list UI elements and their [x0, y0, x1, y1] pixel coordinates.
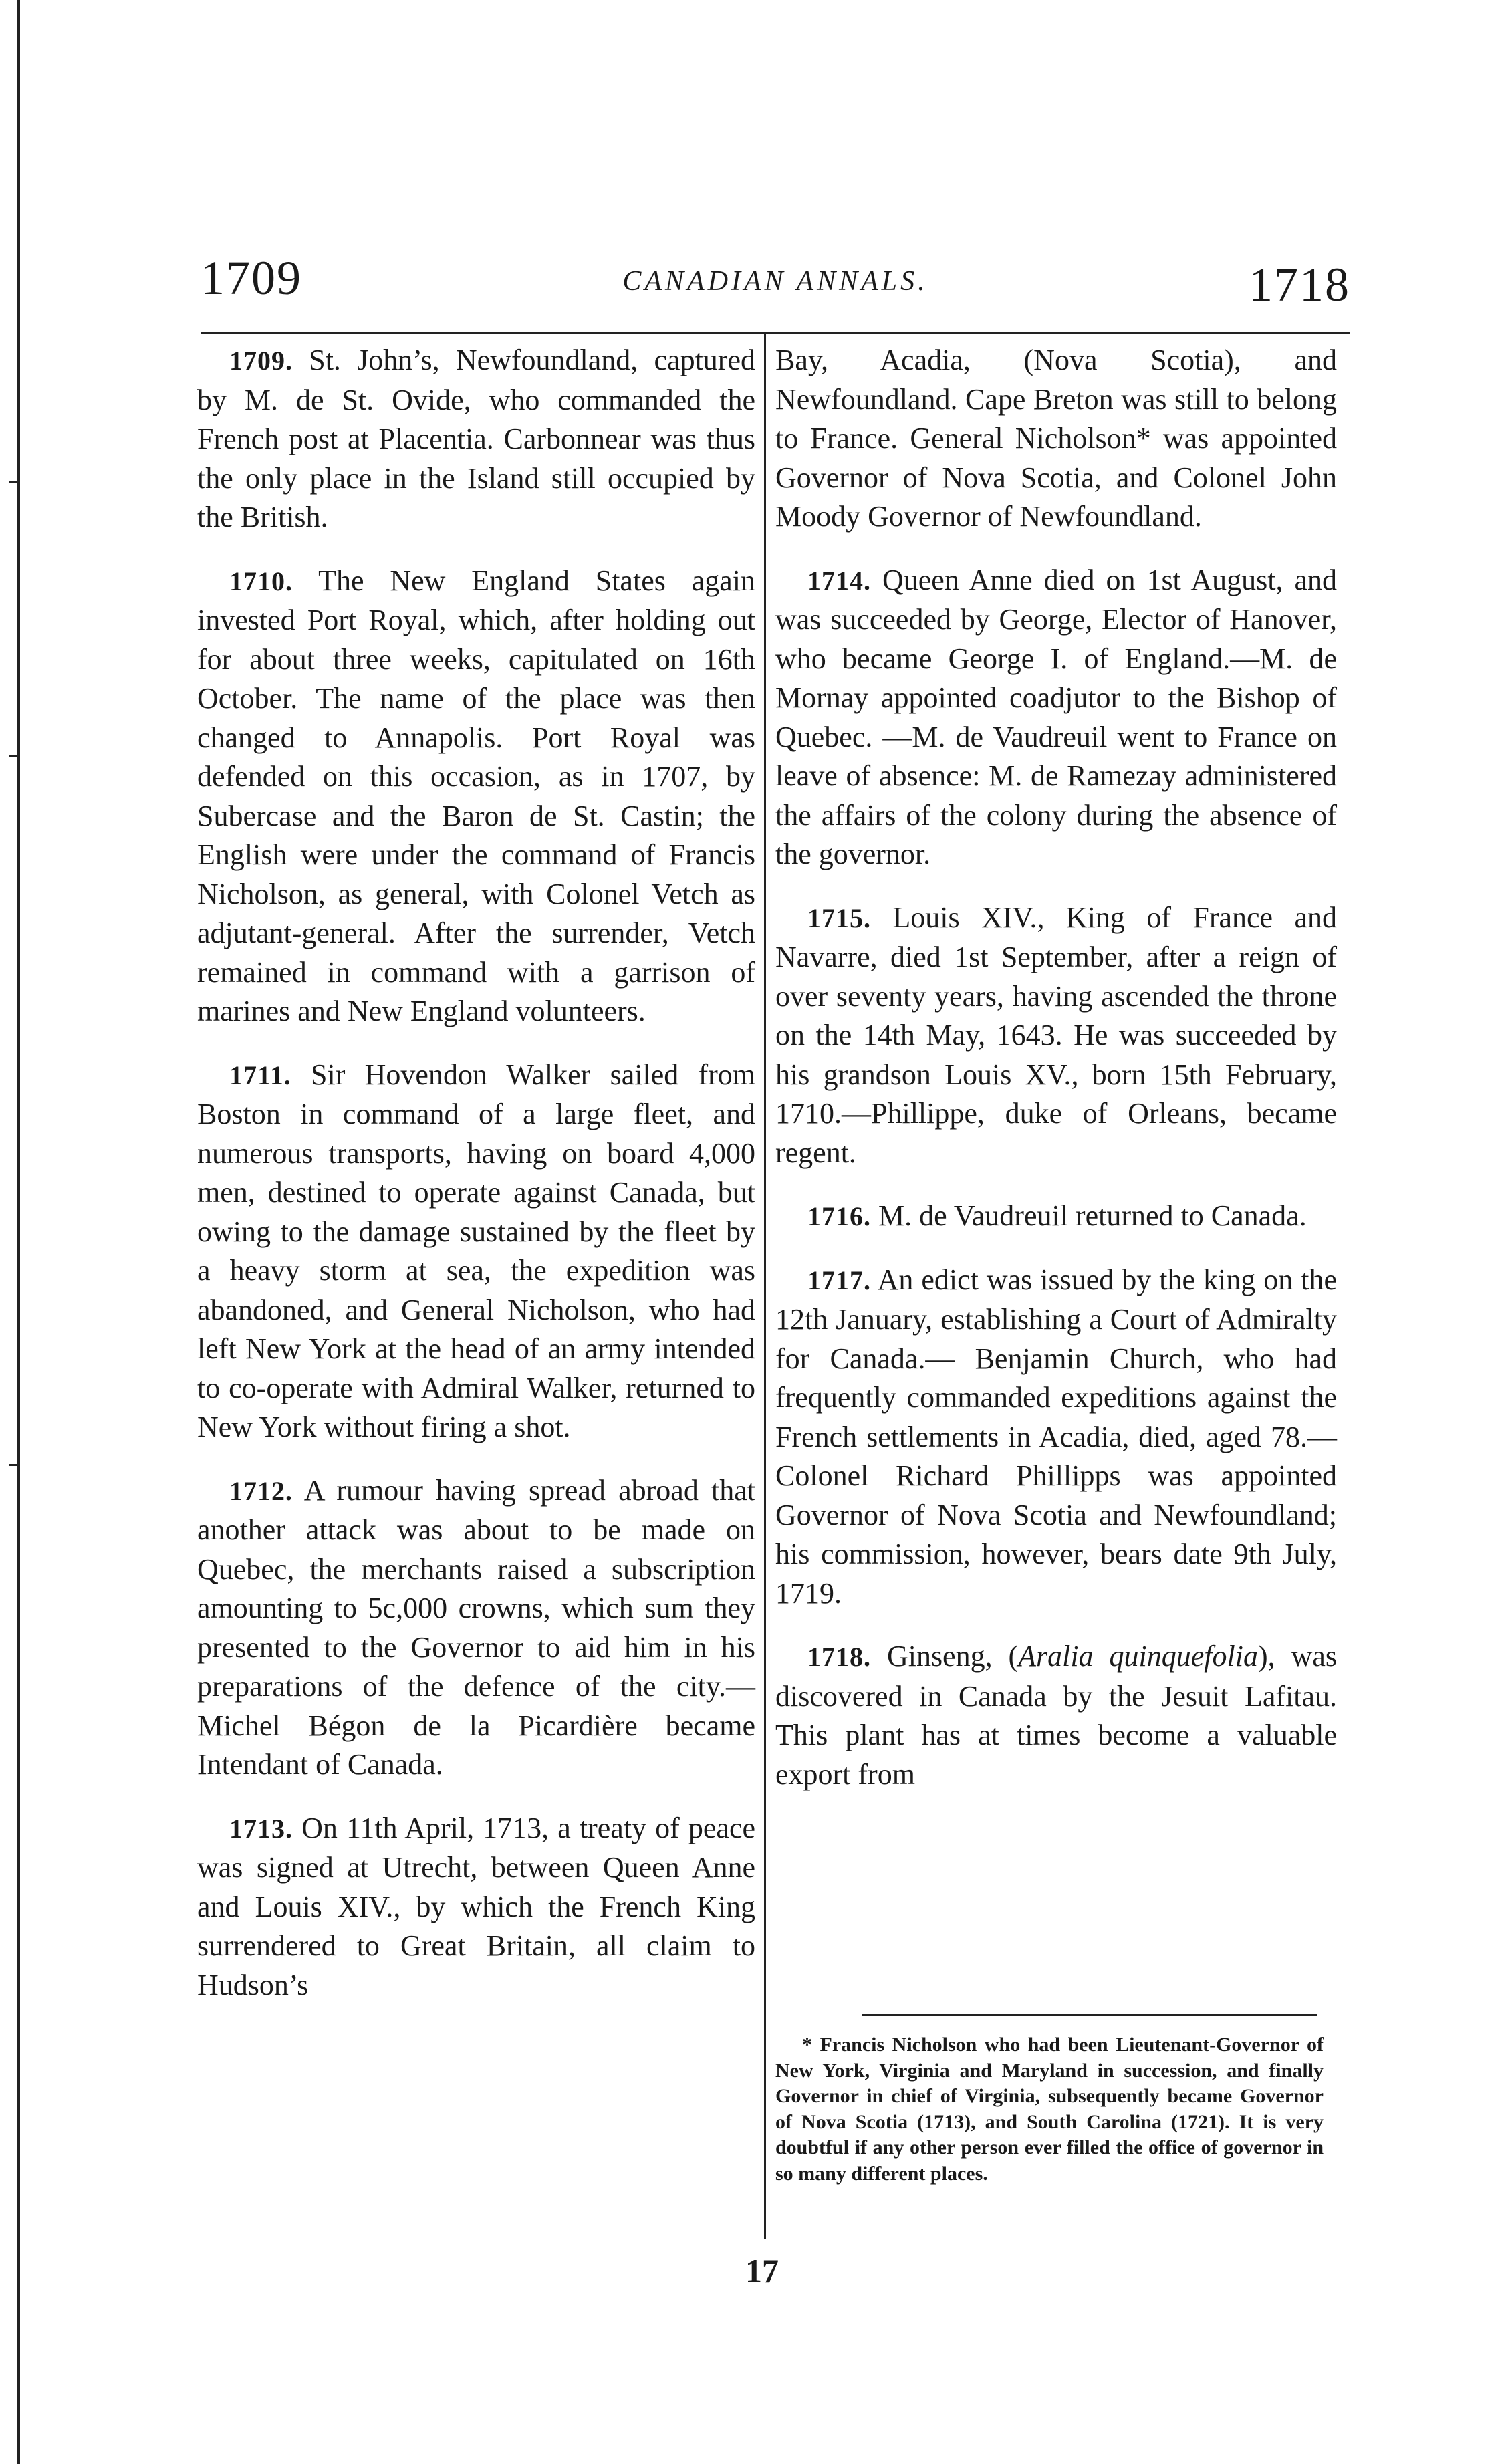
- annal-entry-1715: [775, 898, 1337, 1173]
- page-number: 17: [745, 2252, 779, 2290]
- column-divider: [764, 334, 766, 2239]
- entry-year: 1710.: [229, 566, 293, 596]
- annal-entry-1710: [197, 562, 755, 1031]
- entry-year: 1716.: [807, 1201, 871, 1231]
- entry-text: Queen Anne died on 1st August, and was succeeded by George, Elector of Hanover, who became George I. of England.—M. de Mornay appointed coadjutor to the Bishop of Quebec. —M. de Vaudreuil went to France on leave of absence: M. de Ramezay administered the affairs of the colony during the absence of the governor.: [775, 563, 1337, 870]
- scan-page-edge: [17, 0, 20, 2464]
- left-column: [197, 341, 755, 2029]
- annal-entry-1716: [775, 1197, 1337, 1237]
- botanical-name: Aralia quinquefolia: [1018, 1640, 1258, 1673]
- annal-entry-1713-continued: [775, 341, 1337, 537]
- entry-year: 1714.: [807, 565, 871, 596]
- footnote-rule: [862, 2014, 1317, 2016]
- annal-entry-1717: [775, 1261, 1337, 1614]
- entry-year: 1717.: [807, 1265, 871, 1296]
- entry-text: A rumour having spread abroad that another attack was about to be made on Quebec, the merchants raised a subscription amounting to 5c,000 crowns, which sum they presented to the Governor to aid him in his preparations of the defence of the city.—Michel Bégon de la Picardière became Intendant of Canada.: [197, 1473, 756, 1781]
- entry-year: 1711.: [229, 1060, 291, 1090]
- scan-edge-mark: [9, 755, 19, 757]
- entry-text: M. de Vaudreuil returned to Canada.: [878, 1199, 1307, 1232]
- header-rule: [201, 332, 1350, 334]
- running-title: CANADIAN ANNALS.: [622, 266, 928, 297]
- entry-text: An edict was issued by the king on the 12th January, establishing a Court of Admiralty for Canada.— Benjamin Church, who had frequently commanded expeditions against the French settlements in Acadia, died, aged 78.—Colonel Richard Phillipps was appointed Governor of Nova Scotia and Newfoundland; his commission, however, bears date 9th July, 1719.: [775, 1263, 1337, 1610]
- entry-year: 1712.: [229, 1475, 293, 1506]
- entry-year: 1709.: [229, 346, 293, 376]
- entry-text: Sir Hovendon Walker sailed from Boston in command of a large fleet, and numerous transports, having on board 4,000 men, destined to operate against Canada, but owing to the damage sustained by the fleet by a heavy storm at sea, the expedition was abandoned, and General Nicholson, who had left New York at the head of an army intended to co-operate with Admiral Walker, returned to New York without firing a shot.: [197, 1058, 755, 1443]
- running-header: [201, 251, 1350, 324]
- annal-entry-1709: [197, 341, 755, 537]
- entry-year: 1715.: [807, 902, 871, 933]
- scan-edge-mark: [9, 1464, 19, 1466]
- entry-text: Bay, Acadia, (Nova Scotia), and Newfoundland. Cape Breton was still to belong to France. General Nicholson* was appointed Governor of Nova Scotia, and Colonel John Moody Governor of Newfoundland.: [775, 344, 1337, 533]
- annal-entry-1712: [197, 1471, 755, 1785]
- entry-year: 1718.: [807, 1642, 871, 1672]
- entry-text: The New England States again invested Port Royal, which, after holding out for about three weeks, capitulated on 16th October. The name of the place was then changed to Annapolis. Port Royal was defended on this occasion, as in 1707, by Subercase and the Baron de St. Castin; the English were under the command of Francis Nicholson, as general, with Colonel Vetch as adjutant-general. After the surrender, Vetch remained in command with a garrison of marines and New England volunteers.: [197, 564, 755, 1027]
- annal-entry-1713: [197, 1809, 755, 2005]
- annal-entry-1711: [197, 1056, 755, 1447]
- footnote: * Francis Nicholson who had been Lieutenant-Governor of New York, Virginia and Maryland in succession, and finally Governor in chief of Virginia, subsequently became Governor of Nova Scotia (1713), and South Carolina (1721). It is very doubtful if any other person ever filled the office of governor in so many different places.: [775, 2034, 1324, 2185]
- entry-text: Louis XIV., King of France and Navarre, died 1st September, after a reign of over seventy years, having ascended the throne on the 14th May, 1643. He was succeeded by his grandson Louis XV., born 15th February, 1710.—Phillippe, duke of Orleans, became regent.: [775, 900, 1337, 1169]
- entry-year: 1713.: [229, 1813, 293, 1844]
- entry-text: On 11th April, 1713, a treaty of peace was signed at Utrecht, between Queen Anne and Louis XIV., by which the French King surrendered to Great Britain, all claim to Hudson’s: [197, 1811, 755, 2001]
- header-year-left: 1709: [201, 251, 302, 305]
- entry-text: ), was discovered in Canada by the Jesuit Lafitau. This plant has at times become a valuable export from: [775, 1640, 1337, 1791]
- annal-entry-1718: [775, 1637, 1337, 1794]
- entry-text: Ginseng, (: [886, 1640, 1019, 1673]
- entry-text: St. John’s, Newfoundland, captured by M. de St. Ovide, who commanded the French post at Placentia. Carbonnear was thus the only place in the Island still occupied by the British.: [197, 344, 755, 533]
- annal-entry-1714: [775, 561, 1337, 874]
- header-year-right: 1718: [1249, 258, 1350, 312]
- right-column: [775, 341, 1337, 1818]
- scan-edge-mark: [9, 481, 19, 483]
